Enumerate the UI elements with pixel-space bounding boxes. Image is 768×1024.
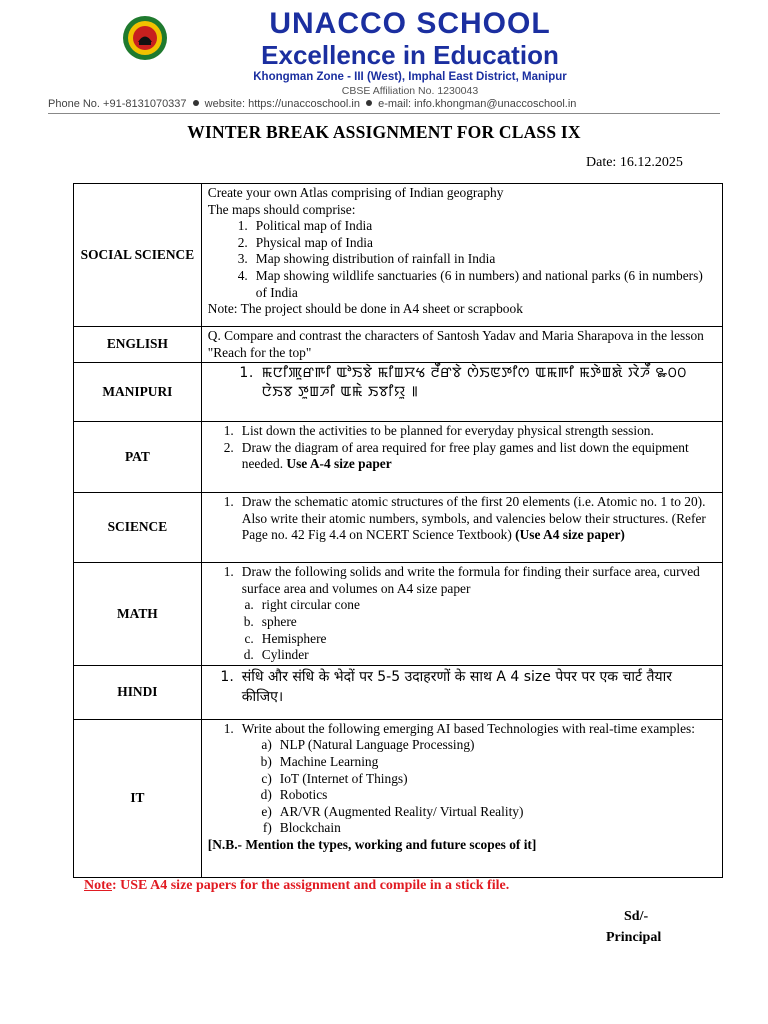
sub-list-item: a) NLP (Natural Language Processing) xyxy=(261,737,475,753)
assignment-intro: Create your own Atlas comprising of Indian geography xyxy=(207,185,504,200)
subject-cell: IT xyxy=(74,719,202,877)
content-cell xyxy=(201,665,722,719)
document-date: Date: 16.12.2025 xyxy=(586,155,683,170)
school-tagline: Excellence in Education xyxy=(261,40,559,70)
list-item: 3. Map showing distribution of rainfall in India xyxy=(237,251,496,267)
assignment-intro-2: The maps should comprise: xyxy=(207,201,356,217)
phone-number: Phone No. +91-8131070337 xyxy=(48,98,187,110)
nb-note: [N.B.- Mention the types, working and future scopes of it] xyxy=(207,836,537,852)
sub-list-item: a. right circular cone xyxy=(244,597,360,613)
list-item: 1. List down the activities to be planned for everyday physical strength session. xyxy=(223,423,654,439)
website-link[interactable]: website: https://unaccoschool.in xyxy=(204,98,360,110)
contact-line xyxy=(48,97,728,111)
assignment-note: Note: The project should be done in A4 sheet or scrapbook xyxy=(207,301,523,317)
table-row-social-science xyxy=(74,184,723,327)
content-cell: Q. Compare and contrast the characters of Santosh Yadav and Maria Sharapova in the lesson "Reach for the top" xyxy=(201,327,722,363)
list-item: 4. Map showing wildlife sanctuaries (6 in numbers) and national parks (6 in numbers) of India xyxy=(237,267,703,300)
document-title: WINTER BREAK ASSIGNMENT FOR CLASS IX xyxy=(187,122,581,142)
sub-list-item: b) Machine Learning xyxy=(260,753,379,769)
list-item: 1. Write about the following emerging AI based Technologies with real-time examples: xyxy=(223,720,695,736)
table-row-manipuri xyxy=(74,363,723,422)
signature-title: Principal xyxy=(606,930,662,945)
subject-cell: HINDI xyxy=(74,665,202,719)
subject-cell: SCIENCE xyxy=(74,493,202,563)
school-logo xyxy=(122,15,168,61)
content-cell xyxy=(201,493,722,563)
table-row-math xyxy=(74,563,723,666)
note-text: : USE A4 size papers for the assignment and compile in a stick file. xyxy=(112,878,510,893)
list-item: 1. संधि और संधि के भेदों पर 5-5 उदाहरणों के साथ A 4 size पेपर पर एक चार्ट तैयार कीजिए। xyxy=(220,668,672,705)
list-item: 1. Draw the schematic atomic structures of the first 20 elements (i.e. Atomic no. 1 to 20). Also write their atomic numbers, symbols, and valencies below their structures. (Refer Page no. 42 Fig 4.4 on NCERT Science Textbook) (Use A4 size paper) xyxy=(223,494,706,543)
cbse-affiliation: CBSE Affiliation No. 1230043 xyxy=(341,85,479,97)
email-link[interactable]: e-mail: info.khongman@unaccoschool.in xyxy=(378,98,577,110)
list-item: 1. Draw the following solids and write the formula for finding their surface area, curved surface area and volumes on A4 size paper xyxy=(223,564,700,596)
content-cell xyxy=(201,363,722,422)
footer-note xyxy=(84,878,509,894)
content-cell xyxy=(201,184,722,327)
sub-list-item: e) AR/VR (Augmented Reality/ Virtual Reality) xyxy=(261,803,524,819)
school-address: Khongman Zone - III (West), Imphal East District, Manipur xyxy=(253,71,567,83)
header-divider xyxy=(48,113,720,114)
signature-block xyxy=(606,906,662,948)
subject-cell: SOCIAL SCIENCE xyxy=(74,184,202,327)
note-label: Note xyxy=(84,878,112,893)
subject-cell: PAT xyxy=(74,422,202,493)
content-cell xyxy=(201,719,722,877)
sub-list-item: d) Robotics xyxy=(260,787,328,803)
sub-list-item: b. sphere xyxy=(243,613,297,629)
school-name: UNACCO SCHOOL xyxy=(269,7,551,40)
content-cell xyxy=(201,563,722,666)
sub-list-item: c. Hemisphere xyxy=(244,630,327,646)
assignment-table xyxy=(73,183,723,878)
table-row-it xyxy=(74,719,723,877)
list-item: 2. Draw the diagram of area required for free play games and list down the equipment needed. Use A-4 size paper xyxy=(223,439,689,472)
list-item: 2. Physical map of India xyxy=(237,234,373,250)
letterhead xyxy=(0,0,768,115)
sub-list-item: d. Cylinder xyxy=(243,647,309,663)
content-cell xyxy=(201,422,722,493)
subject-cell: MATH xyxy=(74,563,202,666)
list-item: 1. ꯃꯅꯤꯄꯨꯔꯒꯤ ꯑꯣꯏꯕꯥ ꯃꯤꯡꯆꯠ ꯂꯩꯔꯕꯥ ꯁꯥꯏꯟꯇꯤꯁ ꯑꯃꯒꯤ ꯃꯇꯥꯡꯗꯥ ꯋꯥꯍꯩ ꯳꯰꯰ ꯅꯥꯏꯕ ꯇꯨꯡꯍꯤ ꯑꯃꯥ ꯏꯕꯤꯌꯨ ꯫ xyxy=(239,365,687,401)
table-row-science xyxy=(74,493,723,563)
subject-cell: ENGLISH xyxy=(74,327,202,363)
signature-sd: Sd/- xyxy=(624,909,649,924)
table-row-hindi xyxy=(74,665,723,719)
sub-list-item: c) IoT (Internet of Things) xyxy=(261,770,408,786)
bullet-icon xyxy=(193,100,199,106)
table-row-english xyxy=(74,327,723,363)
list-item: 1. Political map of India xyxy=(237,218,373,234)
subject-cell: MANIPURI xyxy=(74,363,202,422)
sub-list-item: f) Blockchain xyxy=(262,820,341,836)
bullet-icon xyxy=(366,100,372,106)
table-row-pat xyxy=(74,422,723,493)
